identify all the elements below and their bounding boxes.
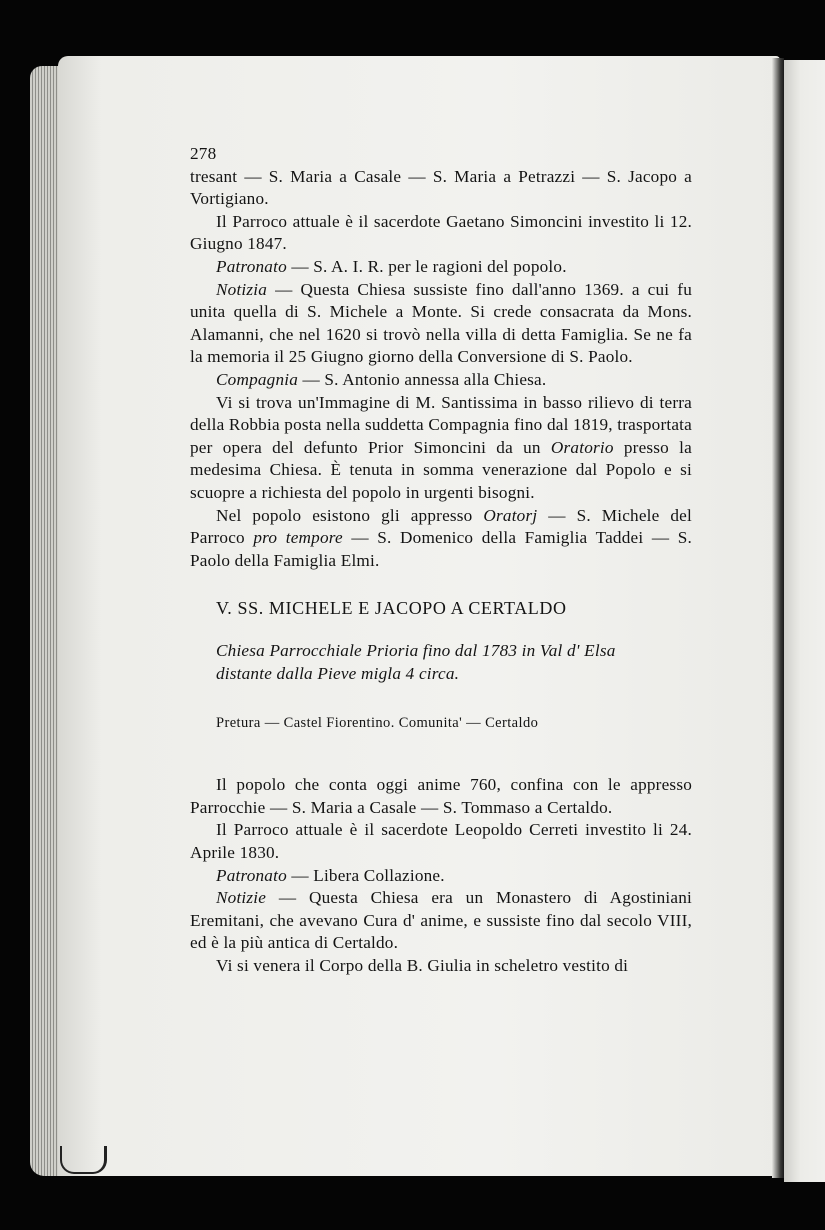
page-number: 278 [190, 144, 217, 163]
paragraph-oratorj [190, 505, 692, 573]
paragraph-immagine [190, 392, 692, 505]
book-gutter [772, 58, 784, 1178]
paragraph-parroco-certaldo: Il Parroco attuale è il sacerdote Leopoldo Cerreti investito li 24. Aprile 1830. [190, 820, 692, 863]
label-notizia: Notizia [216, 279, 268, 299]
text-notizie: — Questa Chiesa era un Monastero di Agostiniani Eremitani, che avevano Cura d' anime, e sussiste fino dal secolo VIII, ed è la più antica di Certaldo. [190, 888, 692, 953]
paragraph-patronato [190, 256, 692, 279]
text-notizia: — Questa Chiesa sussiste fino dall'anno 1369. a cui fu unita quella di S. Michele a Monte. Si crede consacrata da Mons. Alamanni, che nel 1620 si trovò nella villa di detta Famiglia. Se ne fa la memoria il 25 Giugno giorno della Conversione di S. Paolo. [190, 279, 692, 367]
page-text [190, 143, 692, 976]
page-corner-mark [60, 1146, 107, 1174]
paragraph-popolo: Il popolo che conta oggi anime 760, confina con le appresso Parrocchie — S. Maria a Casale — S. Tommaso a Certaldo. [190, 775, 692, 817]
text-immagine-2: presso la medesima Chiesa. È tenuta in somma venerazione dal Popolo e si scuopre a richiesta del popolo in urgenti bisogni. [190, 437, 692, 502]
italic-oratorj: Oratorj [483, 505, 538, 525]
label-compagnia: Compagnia [216, 369, 299, 389]
label-notizie: Notizie [216, 888, 267, 908]
text-patronato-certaldo: — Libera Collazione. [286, 865, 445, 885]
paragraph-notizie [190, 887, 692, 955]
label-patronato: Patronato [216, 256, 287, 276]
italic-pro-tempore: pro tempore [253, 528, 343, 548]
text-immagine-1: Vi si trova un'Immagine di M. Santissima in basso rilievo di terra della Robbia posta nella suddetta Compagnia fino dal 1819, trasportata per opera del defunto Prior Simoncini da un [190, 392, 692, 457]
text-oratorj-3: — S. Domenico della Famiglia Taddei — S. Paolo della Famiglia Elmi. [190, 528, 692, 570]
subtitle-line-1: Chiesa Parrocchiale Prioria fino dal 1783 in Val d' Elsa [216, 641, 616, 661]
subtitle-line-2: distante dalla Pieve migla 4 circa. [216, 663, 460, 683]
pretura-line: Pretura — Castel Fiorentino. Comunita' — Certaldo [216, 715, 539, 732]
paragraph-venera: Vi si venera il Corpo della B. Giulia in scheletro vestito di [216, 956, 629, 976]
paragraph-patronato-certaldo [190, 865, 692, 888]
paragraph-continuation: tresant — S. Maria a Casale — S. Maria a Petrazzi — S. Jacopo a Vortigiano. [190, 166, 692, 209]
text-oratorj-2: — S. Michele del Parroco [190, 505, 692, 548]
section-subtitle [216, 638, 718, 720]
paragraph-compagnia [190, 369, 692, 392]
section-body [190, 774, 692, 977]
paragraph-parroco: Il Parroco attuale è il sacerdote Gaetano Simoncini investito li 12. Giugno 1847. [190, 211, 692, 254]
italic-oratorio: Oratorio [550, 437, 614, 457]
text-compagnia: — S. Antonio annessa alla Chiesa. [298, 369, 547, 389]
paragraph-notizia [190, 279, 692, 369]
section-title: V. SS. MICHELE E JACOPO A CERTALDO [216, 598, 567, 619]
text-patronato: — S. A. I. R. per le ragioni del popolo. [286, 256, 567, 276]
facing-page-edge [784, 60, 825, 1182]
text-oratorj-1: Nel popolo esistono gli appresso [216, 505, 484, 525]
label-patronato-certaldo: Patronato [216, 865, 287, 885]
